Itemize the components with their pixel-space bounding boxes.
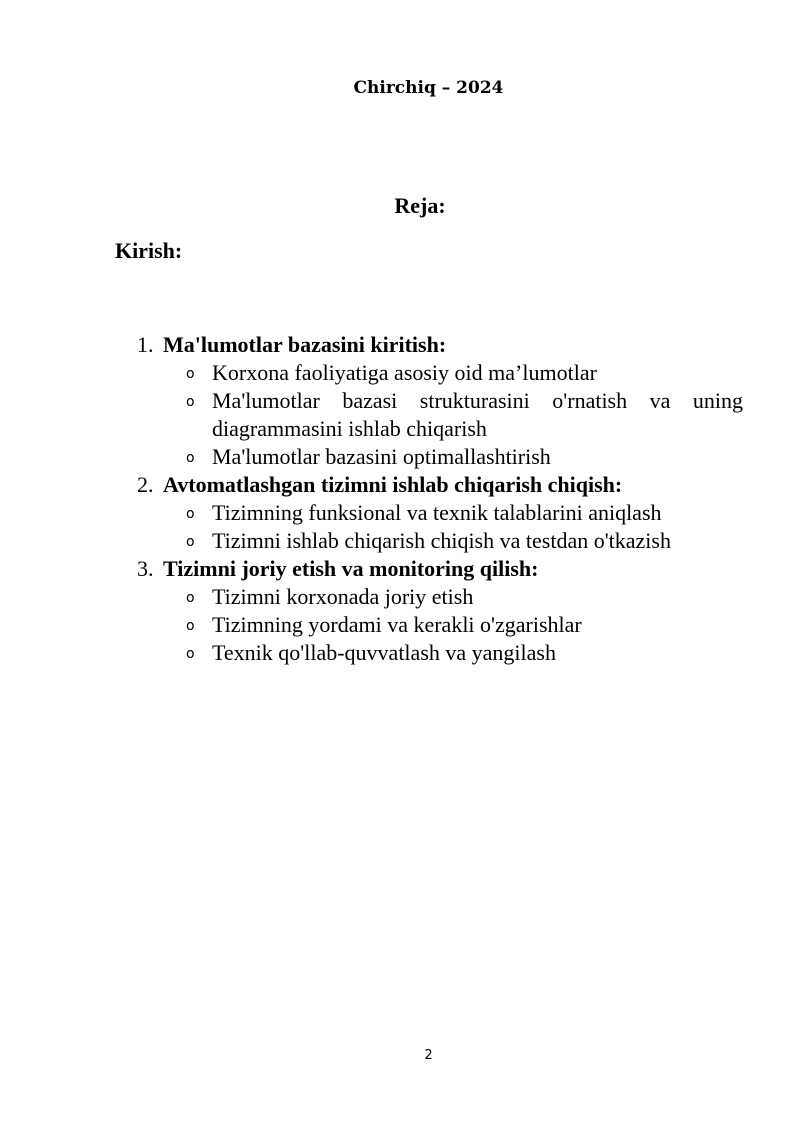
section-number: 2. xyxy=(137,472,154,497)
plan-title: Reja: xyxy=(394,193,446,218)
list-item xyxy=(186,359,743,387)
circle-bullet-icon: o xyxy=(186,366,195,382)
list-item xyxy=(186,527,743,555)
section-heading xyxy=(137,555,743,583)
circle-bullet-icon: o xyxy=(186,534,195,550)
plan-section xyxy=(137,555,743,667)
list-item xyxy=(186,639,743,667)
list-item-text: Texnik qo'llab-quvvatlash va yangilash xyxy=(212,640,556,665)
section-number: 1. xyxy=(137,332,154,357)
plan-section xyxy=(137,471,743,555)
list-item-text: Tizimning funksional va texnik talablarini aniqlash xyxy=(212,500,662,525)
section-items xyxy=(137,499,743,555)
section-items xyxy=(137,359,743,471)
list-item-text: Tizimni korxonada joriy etish xyxy=(212,584,474,609)
list-item xyxy=(186,611,743,639)
list-item xyxy=(186,499,743,527)
section-items xyxy=(137,583,743,667)
page-number: 2 xyxy=(424,1048,433,1063)
circle-bullet-icon: o xyxy=(186,618,195,634)
circle-bullet-icon: o xyxy=(186,450,195,466)
list-item xyxy=(186,583,743,611)
intro-heading: Kirish: xyxy=(115,238,183,263)
list-item xyxy=(186,443,743,471)
circle-bullet-icon: o xyxy=(186,590,195,606)
list-item-text: Ma'lumotlar bazasi strukturasini o'rnatish va uning diagrammasini ishlab chiqarish xyxy=(212,388,743,441)
section-title: Tizimni joriy etish va monitoring qilish: xyxy=(163,556,539,581)
list-item-text: Tizimni ishlab chiqarish chiqish va testdan o'tkazish xyxy=(212,528,671,553)
list-item xyxy=(186,387,743,443)
circle-bullet-icon: o xyxy=(186,506,195,522)
plan-section xyxy=(137,331,743,471)
section-heading xyxy=(137,471,743,499)
section-title: Avtomatlashgan tizimni ishlab chiqarish chiqish: xyxy=(163,472,623,497)
section-title: Ma'lumotlar bazasini kiritish: xyxy=(163,332,447,357)
section-number: 3. xyxy=(137,556,154,581)
list-item-text: Tizimning yordami va kerakli o'zgarishlar xyxy=(212,612,582,637)
circle-bullet-icon: o xyxy=(186,394,195,410)
list-item-text: Korxona faoliyatiga asosiy oid ma’lumotlar xyxy=(212,360,597,385)
city-year-header: Chirchiq – 2024 xyxy=(353,78,504,98)
section-heading xyxy=(137,331,743,359)
circle-bullet-icon: o xyxy=(186,646,195,662)
list-item-text: Ma'lumotlar bazasini optimallashtirish xyxy=(212,444,551,469)
plan-outline xyxy=(137,331,743,667)
